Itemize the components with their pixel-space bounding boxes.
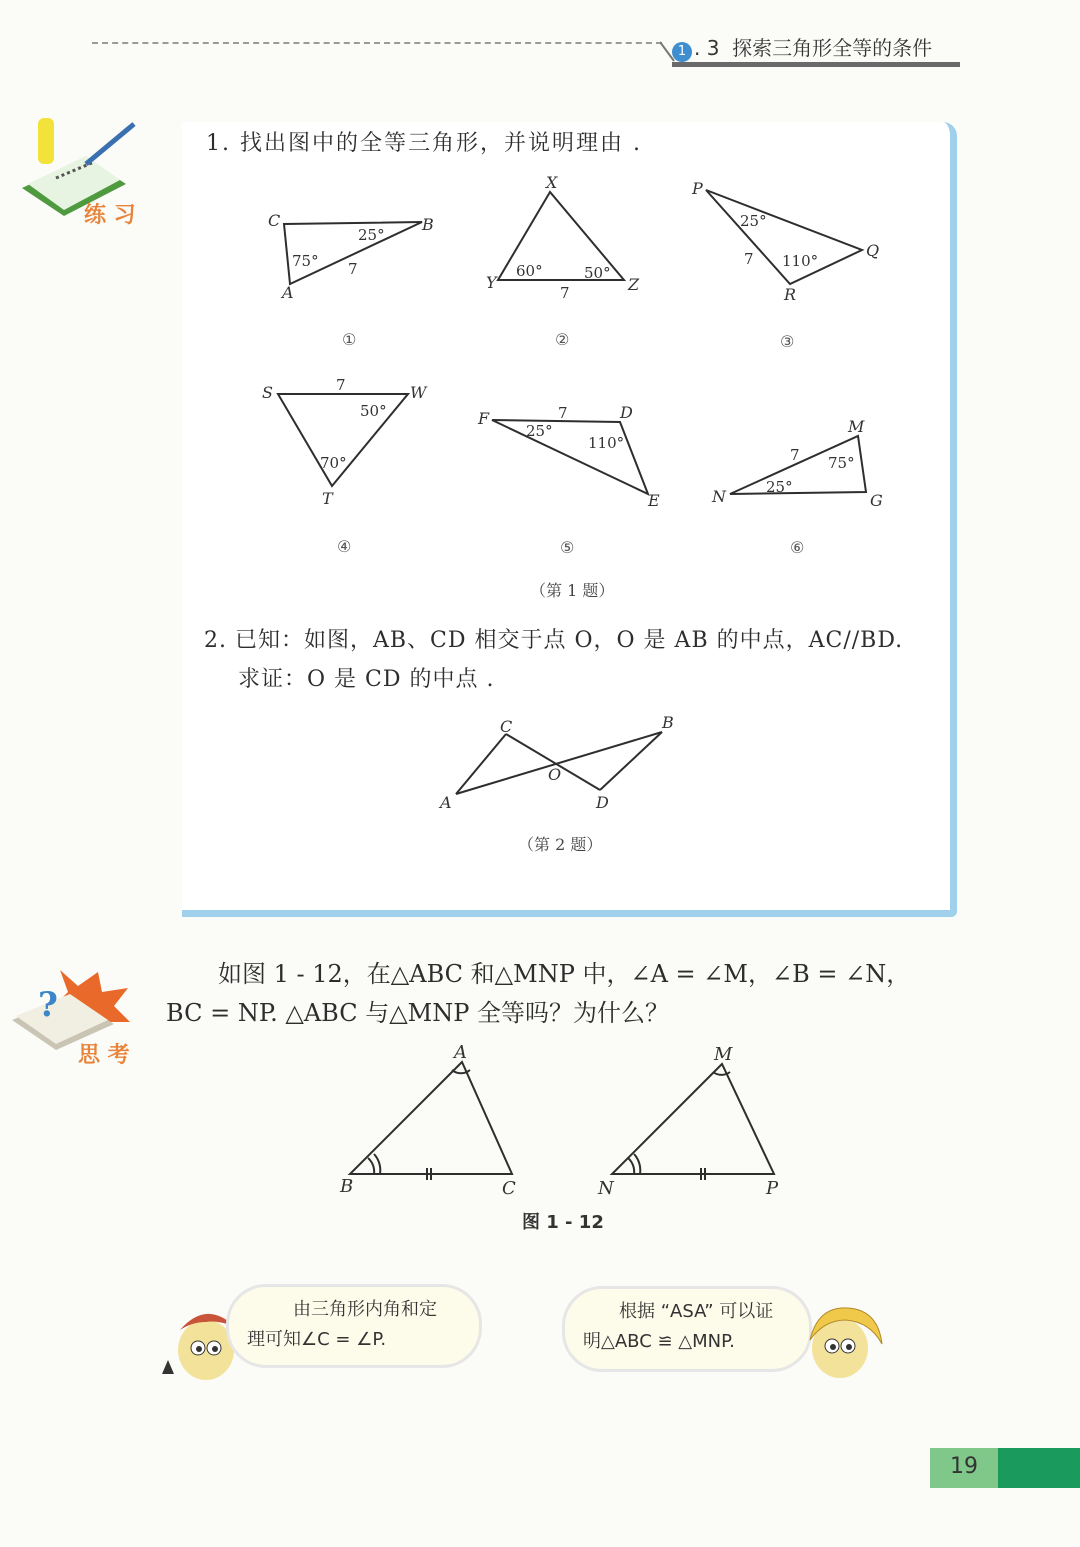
t6-label-g: G [870, 491, 883, 510]
figure-number-5: ⑤ [560, 538, 575, 557]
t4-angle-w: 50° [360, 402, 387, 420]
t3-side: 7 [744, 250, 754, 268]
question-1: 1. 找出图中的全等三角形，并说明理由 . [206, 131, 642, 156]
figure-1-12 [330, 1040, 800, 1200]
fig-label-b: B [340, 1176, 354, 1197]
q2-caption: （第 2 题） [518, 835, 603, 854]
t3-angle-r: 110° [782, 252, 819, 270]
t6-label-m: M [848, 417, 865, 436]
t1-label-a: A [282, 283, 294, 302]
q1-caption: （第 1 题） [530, 581, 615, 600]
q2-label-d: D [596, 793, 609, 812]
t3-label-q: Q [866, 241, 880, 260]
t5-label-d: D [620, 403, 633, 422]
t5-label-f: F [478, 409, 490, 428]
bubble-right-line2: 明△ABC ≌ △MNP. [583, 1331, 735, 1352]
page-number-bar [998, 1448, 1080, 1488]
q2-label-o: O [548, 765, 562, 784]
t2-label-x: X [546, 173, 558, 192]
t1-side: 7 [348, 260, 358, 278]
t4-label-t: T [322, 489, 333, 508]
figure-number-1: ① [342, 330, 357, 349]
q2-figure [430, 710, 690, 820]
t2-angle-y: 60° [516, 262, 543, 280]
t1-angle-a: 75° [292, 252, 319, 270]
t5-side: 7 [558, 404, 568, 422]
think-label: 思 考 [78, 1043, 130, 1068]
t4-label-s: S [262, 383, 273, 402]
bubble-left-line2: 理可知∠C = ∠P. [247, 1329, 387, 1350]
t1-label-c: C [268, 211, 281, 230]
bubble-right-line1: 根据 “ASA” 可以证 [619, 1301, 774, 1322]
t2-label-y: Y [486, 273, 497, 292]
t6-side: 7 [790, 446, 800, 464]
fig-label-p: P [766, 1178, 779, 1199]
think-line-1: 如图 1 - 12，在△ABC 和△MNP 中，∠A = ∠M，∠B = ∠N， [218, 960, 911, 988]
header-dashed-line [92, 42, 662, 44]
t5-label-e: E [648, 491, 660, 510]
girl-character-icon [800, 1300, 886, 1384]
figure-number-2: ② [555, 330, 570, 349]
t3-label-r: R [784, 285, 797, 304]
t2-side: 7 [560, 284, 570, 302]
svg-text:?: ? [38, 985, 58, 1025]
section-title: 探索三角形全等的条件 [732, 36, 933, 60]
t6-label-n: N [712, 487, 726, 506]
think-question [166, 955, 966, 1033]
triangle-5 [492, 420, 648, 494]
think-badge [10, 966, 140, 1070]
t6-angle-n: 25° [766, 478, 793, 496]
q2-label-c: C [500, 717, 513, 736]
figure-number-4: ④ [337, 537, 352, 556]
fig-label-c: C [502, 1178, 516, 1199]
fig-label-a: A [454, 1042, 467, 1063]
t3-label-p: P [692, 179, 703, 198]
t3-angle-p: 25° [740, 212, 767, 230]
figure-caption: 图 1 - 12 [522, 1212, 604, 1233]
practice-label: 练 习 [84, 203, 136, 228]
t1-angle-b: 25° [358, 226, 385, 244]
boy-character-icon [156, 1300, 238, 1384]
chapter-badge: 1 [672, 42, 692, 62]
q2-label-b: B [662, 713, 674, 732]
question-2-line2: 求证：O 是 CD 的中点 . [238, 667, 495, 692]
t2-angle-z: 50° [584, 264, 611, 282]
triangle-abc [350, 1062, 512, 1174]
t1-label-b: B [422, 215, 434, 234]
q1-figures [200, 160, 920, 570]
bubble-left-line1: 由三角形内角和定 [293, 1299, 437, 1320]
section-header [672, 32, 932, 62]
t4-angle-t: 70° [320, 454, 347, 472]
header-underline [672, 62, 960, 67]
think-line-2: BC = NP. △ABC 与△MNP 全等吗？为什么？ [166, 999, 670, 1027]
t6-angle-m: 75° [828, 454, 855, 472]
question-2-line1: 2. 已知：如图，AB、CD 相交于点 O，O 是 AB 的中点，AC//BD. [204, 628, 904, 653]
section-number: . 3 [694, 36, 720, 60]
t4-label-w: W [410, 383, 427, 402]
t5-angle-f: 25° [526, 422, 553, 440]
t2-label-z: Z [628, 275, 640, 294]
fig-label-m: M [714, 1044, 733, 1065]
page-number: 19 [950, 1454, 978, 1479]
practice-badge [16, 118, 146, 228]
triangle-4 [278, 394, 408, 486]
q2-label-a: A [440, 793, 452, 812]
speech-bubble-left [226, 1284, 482, 1368]
speech-bubble-right [562, 1286, 812, 1372]
fig-label-n: N [598, 1178, 614, 1199]
figure-number-6: ⑥ [790, 538, 805, 557]
t4-side: 7 [336, 376, 346, 394]
t5-angle-d: 110° [588, 434, 625, 452]
figure-number-3: ③ [780, 332, 795, 351]
